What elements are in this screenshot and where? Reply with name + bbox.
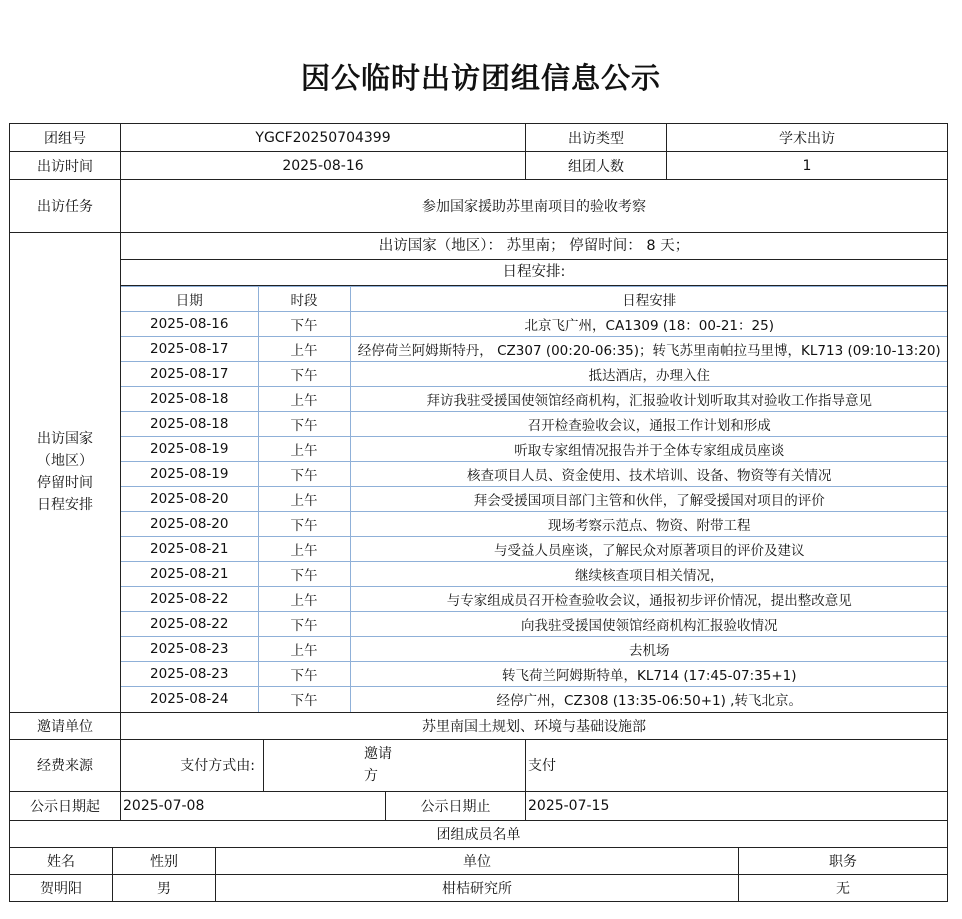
visit-time-value: 2025-08-16	[121, 152, 526, 180]
inviter-value: 苏里南国土规划、环境与基础设施部	[121, 712, 948, 739]
schedule-activity: 拜会受援国项目部门主管和伙伴，了解受援国对项目的评价	[350, 487, 948, 512]
schedule-period: 上午	[258, 387, 350, 412]
schedule-period: 上午	[258, 437, 350, 462]
schedule-row	[121, 337, 948, 362]
schedule-col-date: 日期	[121, 287, 258, 312]
funding-label: 经费来源	[10, 739, 121, 791]
schedule-period: 下午	[258, 687, 350, 712]
schedule-date: 2025-08-23	[121, 662, 258, 687]
schedule-row	[121, 487, 948, 512]
itinerary-label-line: （地区）	[37, 453, 93, 470]
itinerary-label	[10, 233, 121, 713]
schedule-activity: 现场考察示范点、物资、附带工程	[350, 512, 948, 537]
members-heading: 团组成员名单	[10, 820, 948, 847]
members-section	[9, 820, 948, 902]
schedule-period: 下午	[258, 612, 350, 637]
schedule-activity: 核查项目人员、资金使用、技术培训、设备、物资等有关情况	[350, 462, 948, 487]
members-header-row	[10, 847, 948, 874]
schedule-row	[121, 687, 948, 712]
payer-value	[264, 739, 526, 791]
schedule-row	[121, 387, 948, 412]
itinerary-content	[121, 233, 948, 713]
schedule-date: 2025-08-19	[121, 437, 258, 462]
inviter-label: 邀请单位	[10, 712, 121, 739]
schedule-date: 2025-08-18	[121, 387, 258, 412]
schedule-activity: 转飞荷兰阿姆斯特单，KL714 (17:45-07:35+1)	[350, 662, 948, 687]
member-count-label: 组团人数	[526, 152, 667, 180]
schedule-date: 2025-08-23	[121, 637, 258, 662]
schedule-row	[121, 412, 948, 437]
schedule-activity: 去机场	[350, 637, 948, 662]
page-title: 因公临时出访团组信息公示	[300, 61, 661, 95]
schedule-date: 2025-08-21	[121, 537, 258, 562]
schedule-period: 下午	[258, 312, 350, 337]
visit-type-value: 学术出访	[667, 124, 948, 152]
schedule-row	[121, 312, 948, 337]
schedule-activity: 与专家组成员召开检查验收会议，通报初步评价情况，提出整改意见	[350, 587, 948, 612]
notice-end-value: 2025-07-15	[526, 791, 948, 820]
schedule-period: 下午	[258, 512, 350, 537]
schedule-col-period: 时段	[258, 287, 350, 312]
itinerary-section	[9, 232, 948, 713]
schedule-period: 上午	[258, 487, 350, 512]
schedule-date: 2025-08-19	[121, 462, 258, 487]
schedule-row	[121, 362, 948, 387]
schedule-date: 2025-08-22	[121, 587, 258, 612]
visit-time-label: 出访时间	[10, 152, 121, 180]
schedule-date: 2025-08-17	[121, 337, 258, 362]
schedule-period: 下午	[258, 412, 350, 437]
notice-start-label: 公示日期起	[10, 791, 121, 820]
country-line: 出访国家（地区）： 苏里南； 停留时间： 8 天；	[121, 233, 947, 260]
payment-suffix: 支付	[526, 739, 948, 791]
payment-by-label: 支付方式由:	[121, 739, 264, 791]
schedule-period: 下午	[258, 562, 350, 587]
schedule-activity: 经停广州，CZ308 (13:35-06:50+1) ,转飞北京。	[350, 687, 948, 712]
schedule-row	[121, 612, 948, 637]
schedule-header-row	[121, 287, 948, 312]
member-col-name: 姓名	[10, 847, 113, 874]
schedule-activity: 继续核查项目相关情况，	[350, 562, 948, 587]
schedule-period: 上午	[258, 337, 350, 362]
schedule-row	[121, 562, 948, 587]
visit-type-label: 出访类型	[526, 124, 667, 152]
member-unit: 柑桔研究所	[216, 874, 739, 901]
schedule-date: 2025-08-16	[121, 312, 258, 337]
schedule-period: 下午	[258, 362, 350, 387]
schedule-activity: 与受益人员座谈，了解民众对原著项目的评价及建议	[350, 537, 948, 562]
member-count-value: 1	[667, 152, 948, 180]
schedule-date: 2025-08-18	[121, 412, 258, 437]
schedule-heading: 日程安排:	[121, 260, 947, 286]
schedule-date: 2025-08-20	[121, 512, 258, 537]
schedule-activity: 向我驻受援国使领馆经商机构汇报验收情况	[350, 612, 948, 637]
schedule-row	[121, 512, 948, 537]
schedule-activity: 北京飞广州，CA1309 (18：00-21：25)	[350, 312, 948, 337]
schedule-table	[121, 286, 948, 712]
itinerary-label-line: 出访国家	[37, 431, 93, 448]
schedule-date: 2025-08-22	[121, 612, 258, 637]
schedule-row	[121, 462, 948, 487]
schedule-date: 2025-08-20	[121, 487, 258, 512]
schedule-activity: 抵达酒店，办理入住	[350, 362, 948, 387]
group-no-value: YGCF20250704399	[121, 124, 526, 152]
member-gender: 男	[113, 874, 216, 901]
member-col-gender: 性别	[113, 847, 216, 874]
schedule-date: 2025-08-21	[121, 562, 258, 587]
inviter-section	[9, 712, 948, 740]
schedule-period: 下午	[258, 662, 350, 687]
schedule-period: 上午	[258, 587, 350, 612]
schedule-row	[121, 537, 948, 562]
payer-line: 方	[364, 768, 378, 784]
basic-info-section	[9, 123, 948, 233]
itinerary-label-line: 日程安排	[37, 497, 93, 514]
member-name: 贺明阳	[10, 874, 113, 901]
notice-end-label: 公示日期止	[386, 791, 526, 820]
schedule-activity: 召开检查验收会议，通报工作计划和形成	[350, 412, 948, 437]
info-table	[9, 123, 947, 902]
schedule-row	[121, 637, 948, 662]
payer-line: 邀请	[364, 746, 392, 762]
notice-dates-section	[9, 791, 948, 821]
member-row	[10, 874, 948, 901]
schedule-row	[121, 437, 948, 462]
mission-label: 出访任务	[10, 180, 121, 233]
schedule-date: 2025-08-24	[121, 687, 258, 712]
notice-start-value: 2025-07-08	[121, 791, 386, 820]
schedule-activity: 拜访我驻受援国使领馆经商机构，汇报验收计划听取其对验收工作指导意见	[350, 387, 948, 412]
schedule-period: 上午	[258, 537, 350, 562]
schedule-activity: 经停荷兰阿姆斯特丹， CZ307 (00:20-06:35)；转飞苏里南帕拉马里博，KL713 (09:10-13:20)	[350, 337, 948, 362]
schedule-row	[121, 662, 948, 687]
schedule-date: 2025-08-17	[121, 362, 258, 387]
member-col-unit: 单位	[216, 847, 739, 874]
schedule-row	[121, 587, 948, 612]
itinerary-label-line: 停留时间	[37, 475, 93, 492]
mission-value: 参加国家援助苏里南项目的验收考察	[121, 180, 948, 233]
funding-section	[9, 739, 948, 792]
member-position: 无	[739, 874, 948, 901]
schedule-period: 下午	[258, 462, 350, 487]
schedule-col-activity: 日程安排	[350, 287, 948, 312]
member-col-position: 职务	[739, 847, 948, 874]
group-no-label: 团组号	[10, 124, 121, 152]
schedule-activity: 听取专家组情况报告并于全体专家组成员座谈	[350, 437, 948, 462]
schedule-period: 上午	[258, 637, 350, 662]
